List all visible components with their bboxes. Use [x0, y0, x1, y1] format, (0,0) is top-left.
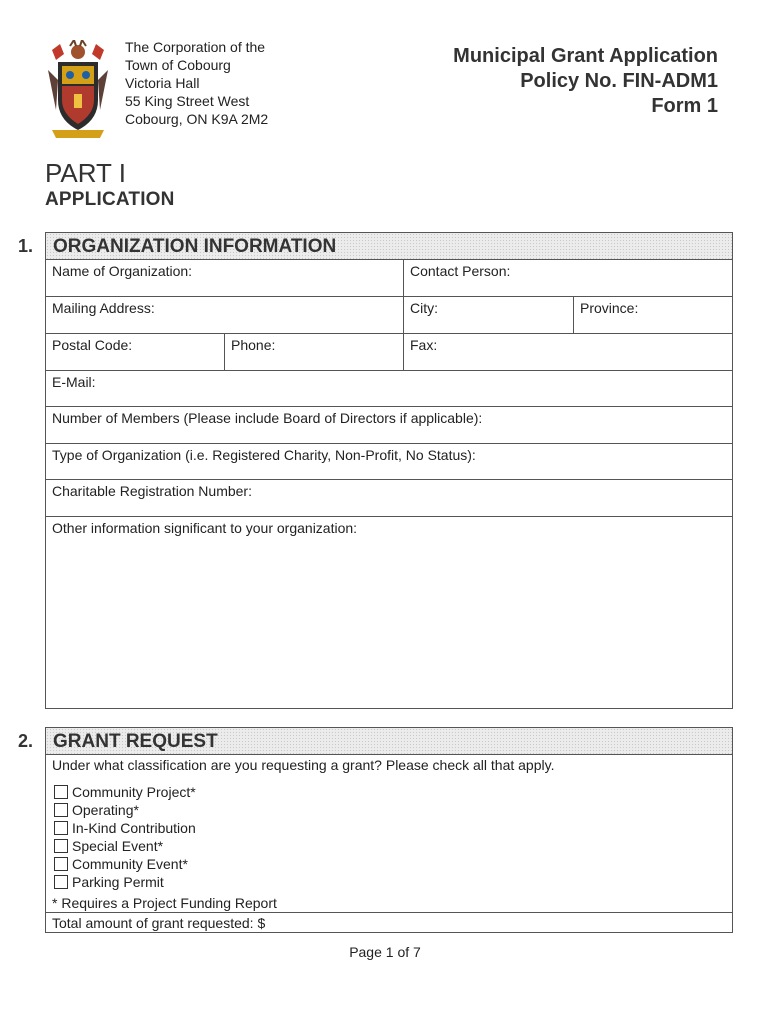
option-in-kind-contribution[interactable] — [54, 819, 196, 837]
field-label: Postal Code: — [52, 337, 133, 353]
section-number: 1. — [18, 236, 34, 256]
other-information-field[interactable] — [46, 517, 732, 708]
option-community-event[interactable] — [54, 855, 196, 873]
field-label: Other information significant to your organization: — [52, 520, 358, 536]
phone-field[interactable] — [224, 334, 403, 370]
option-operating[interactable] — [54, 801, 196, 819]
checkbox[interactable] — [54, 857, 68, 871]
field-label: City: — [410, 300, 438, 316]
organization-info-section — [45, 232, 733, 709]
form-number-line: Form 1 — [651, 95, 718, 117]
option-label: Special Event* — [72, 838, 164, 854]
field-label: E-Mail: — [52, 374, 96, 390]
form-title — [453, 44, 718, 119]
field-label: Charitable Registration Number: — [52, 483, 252, 499]
form-policy-line: Policy No. FIN-ADM1 — [520, 70, 718, 92]
mailing-address-field[interactable] — [46, 297, 403, 333]
town-crest-icon — [46, 40, 110, 140]
field-label: Number of Members (Please include Board of Directors if applicable): — [52, 410, 483, 426]
field-label: Name of Organization: — [52, 263, 193, 279]
option-community-project[interactable] — [54, 783, 196, 801]
form-row — [46, 480, 732, 517]
classification-question: Under what classification are you requesting a grant? Please check all that apply. — [52, 757, 555, 773]
postal-code-field[interactable] — [46, 334, 224, 370]
form-row — [46, 371, 732, 407]
fax-field[interactable] — [403, 334, 732, 370]
form-row — [46, 517, 732, 708]
section-title: ORGANIZATION INFORMATION — [46, 233, 732, 260]
checkbox[interactable] — [54, 785, 68, 799]
option-label: Community Event* — [72, 856, 188, 872]
name-of-organization-field[interactable] — [46, 260, 403, 296]
total-grant-amount-field[interactable] — [46, 912, 732, 933]
checkbox[interactable] — [54, 839, 68, 853]
classification-options — [54, 783, 196, 891]
field-label: Mailing Address: — [52, 300, 155, 316]
field-label: Type of Organization (i.e. Registered Charity, Non-Profit, No Status): — [52, 447, 476, 463]
form-title-line: Municipal Grant Application — [453, 45, 718, 67]
part-heading: PART I — [45, 158, 126, 188]
form-row — [46, 260, 732, 297]
option-label: Community Project* — [72, 784, 196, 800]
section-title: GRANT REQUEST — [46, 728, 732, 755]
field-label: Phone: — [231, 337, 276, 353]
number-of-members-field[interactable] — [46, 407, 732, 443]
address-line: The Corporation of the — [125, 39, 266, 55]
address-line: Town of Cobourg — [125, 57, 231, 73]
page-number: Page 1 of 7 — [349, 944, 421, 960]
province-field[interactable] — [573, 297, 732, 333]
section-number: 2. — [18, 731, 34, 751]
checkbox[interactable] — [54, 821, 68, 835]
option-label: In-Kind Contribution — [72, 820, 196, 836]
field-label: Province: — [580, 300, 639, 316]
checkbox[interactable] — [54, 803, 68, 817]
form-row — [46, 297, 732, 334]
municipal-address — [125, 38, 268, 128]
field-label: Total amount of grant requested: $ — [52, 915, 266, 931]
checkbox[interactable] — [54, 875, 68, 889]
funding-report-note: * Requires a Project Funding Report — [52, 895, 277, 911]
contact-person-field[interactable] — [403, 260, 732, 296]
address-line: Victoria Hall — [125, 75, 200, 91]
option-label: Parking Permit — [72, 874, 164, 890]
form-row — [46, 334, 732, 371]
field-label: Contact Person: — [410, 263, 511, 279]
grant-request-section — [45, 727, 733, 933]
address-line: Cobourg, ON K9A 2M2 — [125, 111, 269, 127]
charitable-registration-field[interactable] — [46, 480, 732, 516]
option-special-event[interactable] — [54, 837, 196, 855]
option-parking-permit[interactable] — [54, 873, 196, 891]
organization-type-field[interactable] — [46, 444, 732, 479]
option-label: Operating* — [72, 802, 139, 818]
city-field[interactable] — [403, 297, 573, 333]
address-line: 55 King Street West — [125, 93, 250, 109]
email-field[interactable] — [46, 371, 732, 406]
form-row — [46, 444, 732, 480]
form-row — [46, 407, 732, 444]
part-subheading: APPLICATION — [45, 189, 175, 210]
field-label: Fax: — [410, 337, 438, 353]
